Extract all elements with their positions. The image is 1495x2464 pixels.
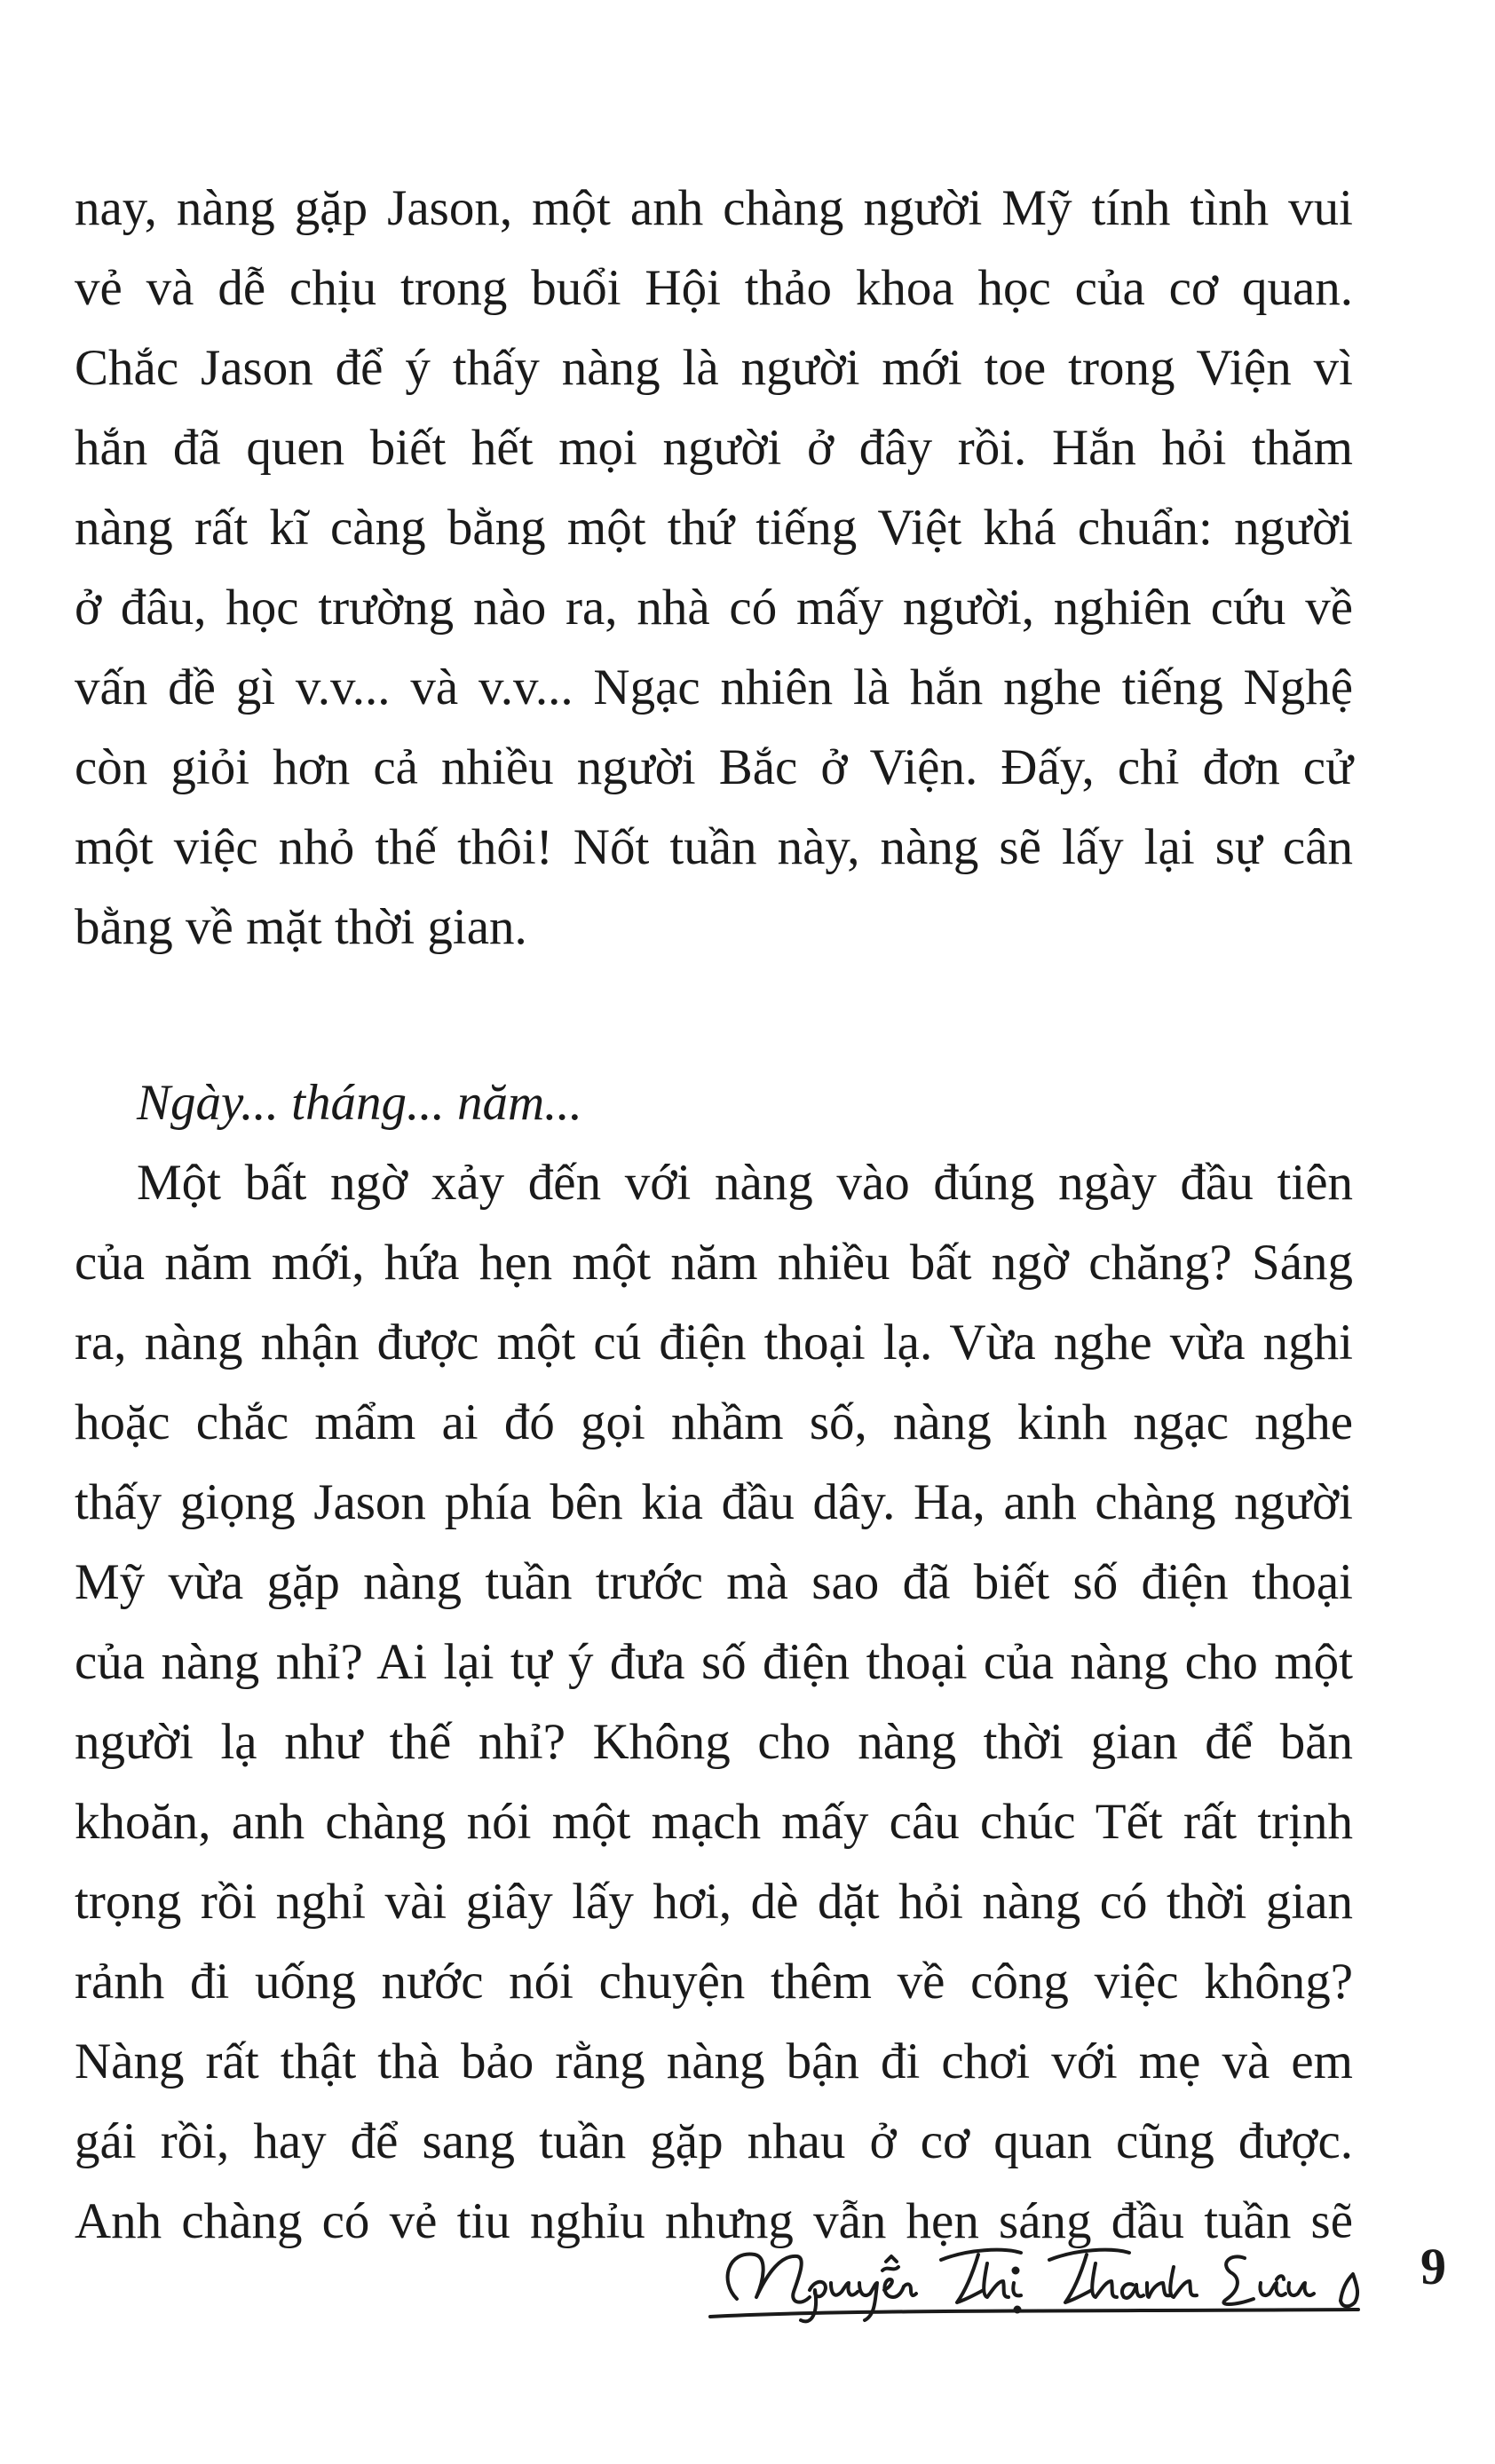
paragraph-1 (75, 169, 1353, 967)
text-line: còn giỏi hơn cả nhiều người Bắc ở Viện. Đấy, chỉ đơn cử (75, 739, 1353, 795)
text-line: gái rồi, hay để sang tuần gặp nhau ở cơ quan cũng được. (75, 2113, 1353, 2169)
text-line: Một bất ngờ xảy đến với nàng vào đúng ngày đầu tiên (137, 1155, 1353, 1211)
section-gap (75, 967, 1353, 1063)
text-line: ở đâu, học trường nào ra, nhà có mấy người, nghiên cứu về (75, 580, 1353, 636)
text-line: Chắc Jason để ý thấy nàng là người mới toe trong Viện vì (75, 340, 1353, 396)
text-line: Mỹ vừa gặp nàng tuần trước mà sao đã biết số điện thoại (75, 1554, 1353, 1610)
text-line: hoặc chắc mẩm ai đó gọi nhầm số, nàng kinh ngạc nghe (75, 1394, 1353, 1450)
text-line: ra, nàng nhận được một cú điện thoại lạ. Vừa nghe vừa nghi (75, 1315, 1353, 1370)
body-text (75, 169, 1353, 2262)
text-line: thấy giọng Jason phía bên kia đầu dây. Ha, anh chàng người (75, 1474, 1353, 1530)
author-signature (701, 2228, 1376, 2334)
diary-date-heading: Ngày... tháng... năm... (137, 1075, 582, 1131)
text-line: của nàng nhỉ? Ai lại tự ý đưa số điện thoại của nàng cho một (75, 1634, 1353, 1690)
text-line: nay, nàng gặp Jason, một anh chàng người Mỹ tính tình vui (75, 180, 1353, 236)
page-footer (0, 2228, 1495, 2334)
text-line: vẻ và dễ chịu trong buổi Hội thảo khoa học của cơ quan. (75, 260, 1353, 316)
text-line: vấn đề gì v.v... và v.v... Ngạc nhiên là hắn nghe tiếng Nghệ (75, 659, 1353, 715)
text-line: khoăn, anh chàng nói một mạch mấy câu chúc Tết rất trịnh (75, 1794, 1353, 1850)
text-line: Anh chàng có vẻ tiu nghỉu nhưng vẫn hẹn sáng đầu tuần sẽ (75, 2193, 1353, 2249)
text-line: một việc nhỏ thế thôi! Nốt tuần này, nàng sẽ lấy lại sự cân (75, 819, 1353, 875)
page-number: 9 (1420, 2238, 1446, 2295)
text-line: rảnh đi uống nước nói chuyện thêm về công việc không? (75, 1954, 1353, 2010)
signature-graphic (701, 2228, 1376, 2334)
text-line: Nàng rất thật thà bảo rằng nàng bận đi chơi với mẹ và em (75, 2034, 1353, 2089)
text-line: bằng về mặt thời gian. (75, 899, 527, 955)
text-line: người lạ như thế nhỉ? Không cho nàng thời gian để băn (75, 1714, 1353, 1770)
text-line: hắn đã quen biết hết mọi người ở đây rồi. Hắn hỏi thăm (75, 420, 1353, 476)
text-line: trọng rồi nghỉ vài giây lấy hơi, dè dặt hỏi nàng có thời gian (75, 1874, 1353, 1930)
text-line: nàng rất kĩ càng bằng một thứ tiếng Việt khá chuẩn: người (75, 500, 1353, 556)
paragraph-2 (75, 1143, 1353, 2262)
text-line: của năm mới, hứa hẹn một năm nhiều bất ngờ chăng? Sáng (75, 1235, 1353, 1291)
